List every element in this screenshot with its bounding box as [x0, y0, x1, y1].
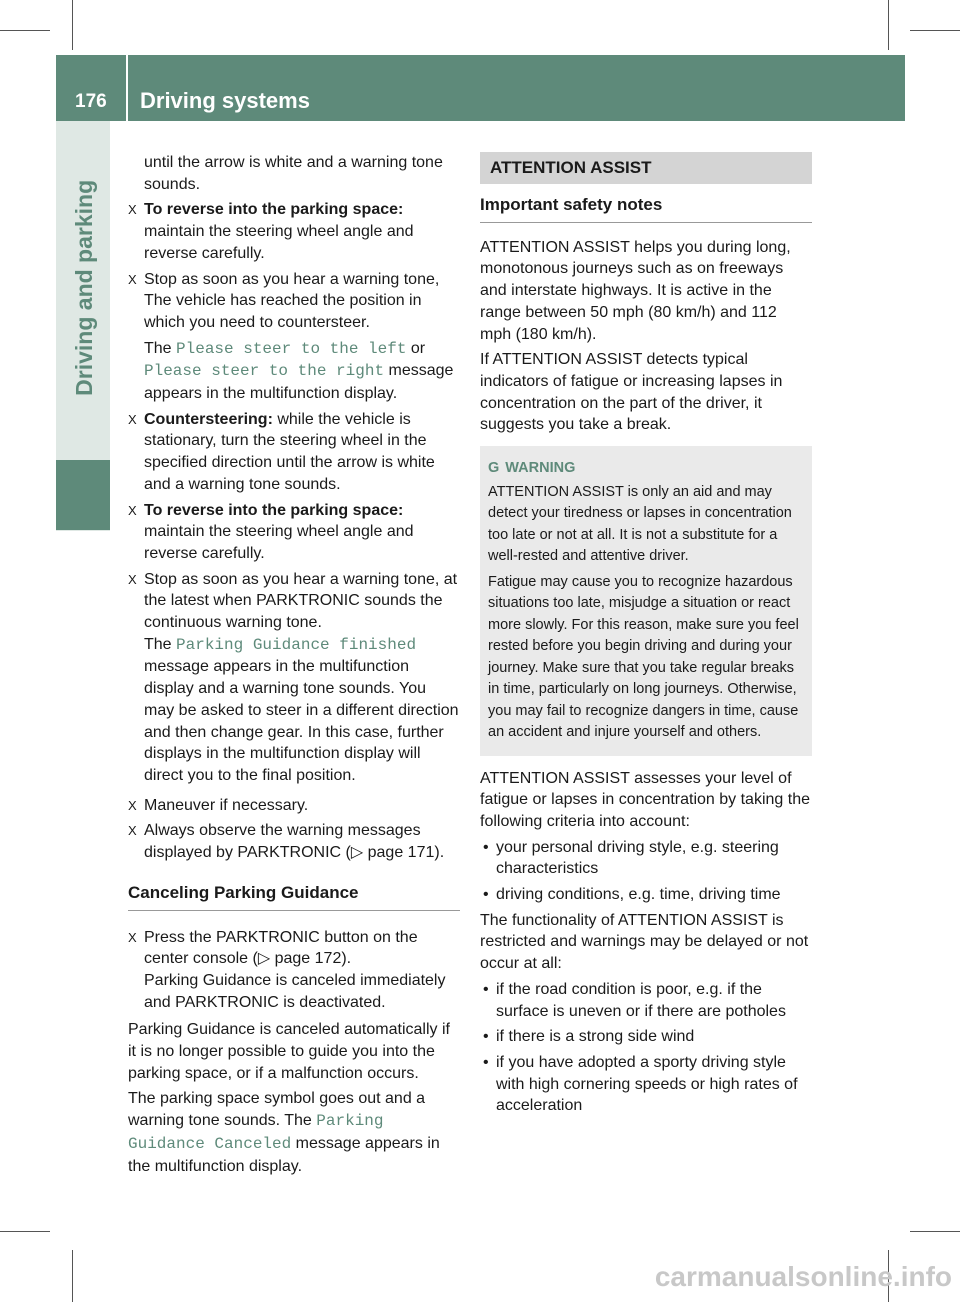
display-message: Please steer to the left	[176, 339, 407, 358]
crop-mark	[0, 1231, 50, 1232]
instruction-step	[128, 269, 460, 405]
step-bold: Countersteering:	[144, 410, 273, 428]
list-item: • if there is a strong side wind	[480, 1026, 812, 1048]
display-message: Parking Guidance finished	[176, 635, 417, 654]
warning-triangle-icon: G	[488, 460, 500, 477]
step-result: Parking Guidance is canceled immediately and PARKTRONIC is deactivated.	[144, 971, 446, 1011]
step-message-line: The Parking Guidance finished message appears in the multifunction display and a warning tone sounds. You may be asked to steer in a different direction and then change gear. In this case, further displays in the multifunction display will direct you to the final position.	[144, 635, 459, 784]
step-arrow-icon: X	[128, 411, 137, 427]
page-reference[interactable]: page 171).	[363, 844, 445, 862]
bullet-icon: •	[483, 838, 489, 856]
paragraph: ATTENTION ASSIST helps you during long, monotonous journeys such as on freeways and interstate highways. It is active in the range between 50 mph (80 km/h) and 112 mph (180 km/h).	[480, 238, 791, 343]
paragraph: If ATTENTION ASSIST detects typical indicators of fatigue or increasing lapses in concentration on the part of the driver, it suggests you take a break.	[480, 351, 783, 434]
page-ref-arrow-icon: ▷	[350, 844, 364, 862]
list-item: • if you have adopted a sporty driving style with high cornering speeds or high rates of acceleration	[483, 1053, 798, 1115]
bullet-icon: •	[483, 1028, 489, 1046]
paragraph: Parking Guidance is canceled automatically if it is no longer possible to guide you into the parking space, or if a malfunction occurs.	[128, 1021, 450, 1082]
watermark: carmanualsonline.info	[654, 1261, 952, 1292]
step-message-line: The Please steer to the left or Please steer to the right message appears in the multifunction display.	[144, 339, 454, 403]
side-tab	[65, 128, 105, 448]
list-item: • your personal driving style, e.g. steering characteristics	[483, 838, 779, 878]
instruction-step	[128, 927, 460, 1014]
step-arrow-icon: X	[128, 797, 137, 813]
crop-mark	[0, 30, 50, 31]
step-arrow-icon: X	[128, 271, 137, 287]
left-column	[128, 152, 460, 1181]
right-column	[480, 152, 812, 1121]
paragraph: The parking space symbol goes out and a warning tone sounds. The Parking Guidance Canceled message appears in the multifunction display.	[128, 1090, 440, 1175]
step-arrow-icon: X	[128, 929, 137, 945]
instruction-step	[128, 569, 460, 787]
chapter-title: Driving systems	[140, 88, 310, 113]
section-bar: ATTENTION ASSIST	[480, 152, 812, 184]
display-message: Parking Guidance Canceled	[128, 1112, 384, 1153]
bullet-icon: •	[483, 980, 489, 998]
section-heading: Canceling Parking Guidance	[128, 882, 460, 911]
step-text: Stop as soon as you hear a warning tone, at the latest when PARKTRONIC sounds the continuous warning tone.	[144, 570, 458, 632]
instruction-step	[128, 820, 460, 863]
step-text: while the vehicle is stationary, turn the steering wheel in the specified direction until the arrow is white and a warning tone sounds.	[144, 410, 435, 493]
instruction-step	[128, 409, 460, 496]
step-arrow-icon: X	[128, 823, 137, 839]
header-divider	[126, 55, 128, 121]
warning-title: G WARNING	[488, 458, 806, 480]
bullet-icon: •	[483, 1053, 489, 1071]
step-bold: To reverse into the parking space:	[144, 501, 404, 519]
instruction-step	[128, 500, 460, 565]
side-tab-label: Driving and parking	[71, 180, 98, 396]
crop-mark	[910, 1231, 960, 1232]
crop-mark	[910, 30, 960, 31]
step-text: maintain the steering wheel angle and reverse carefully.	[144, 523, 414, 562]
warning-text: Fatigue may cause you to recognize hazardous situations too late, misjudge a situation or react more slowly. For this reason, make sure you feel rested before you begin driving and during your journey. Make sure that you take regular breaks in time, particularly on long journeys. Otherwise, you may fail to recognize dangers in time, cause an accident and injure yourself and others.	[488, 573, 799, 741]
crop-mark	[888, 0, 889, 50]
intro-paragraph: until the arrow is white and a warning tone sounds.	[144, 154, 443, 193]
list-item: • if the road condition is poor, e.g. if the surface is uneven or if there are potholes	[483, 980, 786, 1020]
display-message: Please steer to the right	[144, 362, 385, 381]
side-block	[56, 460, 110, 530]
instruction-step	[128, 795, 460, 817]
step-bold: To reverse into the parking space:	[144, 201, 404, 219]
bullet-icon: •	[483, 886, 489, 904]
page-ref-arrow-icon: ▷	[257, 950, 271, 968]
step-text: Press the PARKTRONIC button on the center console (	[144, 928, 418, 968]
warning-box	[480, 446, 812, 756]
step-arrow-icon: X	[128, 502, 137, 518]
step-text: Stop as soon as you hear a warning tone, The vehicle has reached the position in which you need to countersteer.	[144, 270, 440, 331]
step-text: maintain the steering wheel angle and reverse carefully.	[144, 223, 414, 262]
instruction-step	[128, 199, 460, 264]
paragraph: The functionality of ATTENTION ASSIST is restricted and warnings may be delayed or not occur at all:	[480, 911, 809, 973]
page-number: 176	[75, 91, 107, 112]
page-reference[interactable]: page 172).	[270, 950, 352, 968]
warning-text: ATTENTION ASSIST is only an aid and may detect your tiredness or lapses in concentration too late or not at all. It is not a substitute for a well-rested and attentive driver.	[488, 483, 792, 565]
subheading: Important safety notes	[480, 194, 812, 223]
step-arrow-icon: X	[128, 202, 137, 218]
list-item: • driving conditions, e.g. time, driving time	[480, 884, 812, 906]
paragraph: ATTENTION ASSIST assesses your level of fatigue or lapses in concentration by taking the following criteria into account:	[480, 769, 810, 830]
step-arrow-icon: X	[128, 571, 137, 587]
crop-mark	[72, 0, 73, 50]
step-text: Maneuver if necessary.	[144, 796, 309, 814]
step-text: Always observe the warning messages displayed by PARKTRONIC (	[144, 822, 421, 862]
